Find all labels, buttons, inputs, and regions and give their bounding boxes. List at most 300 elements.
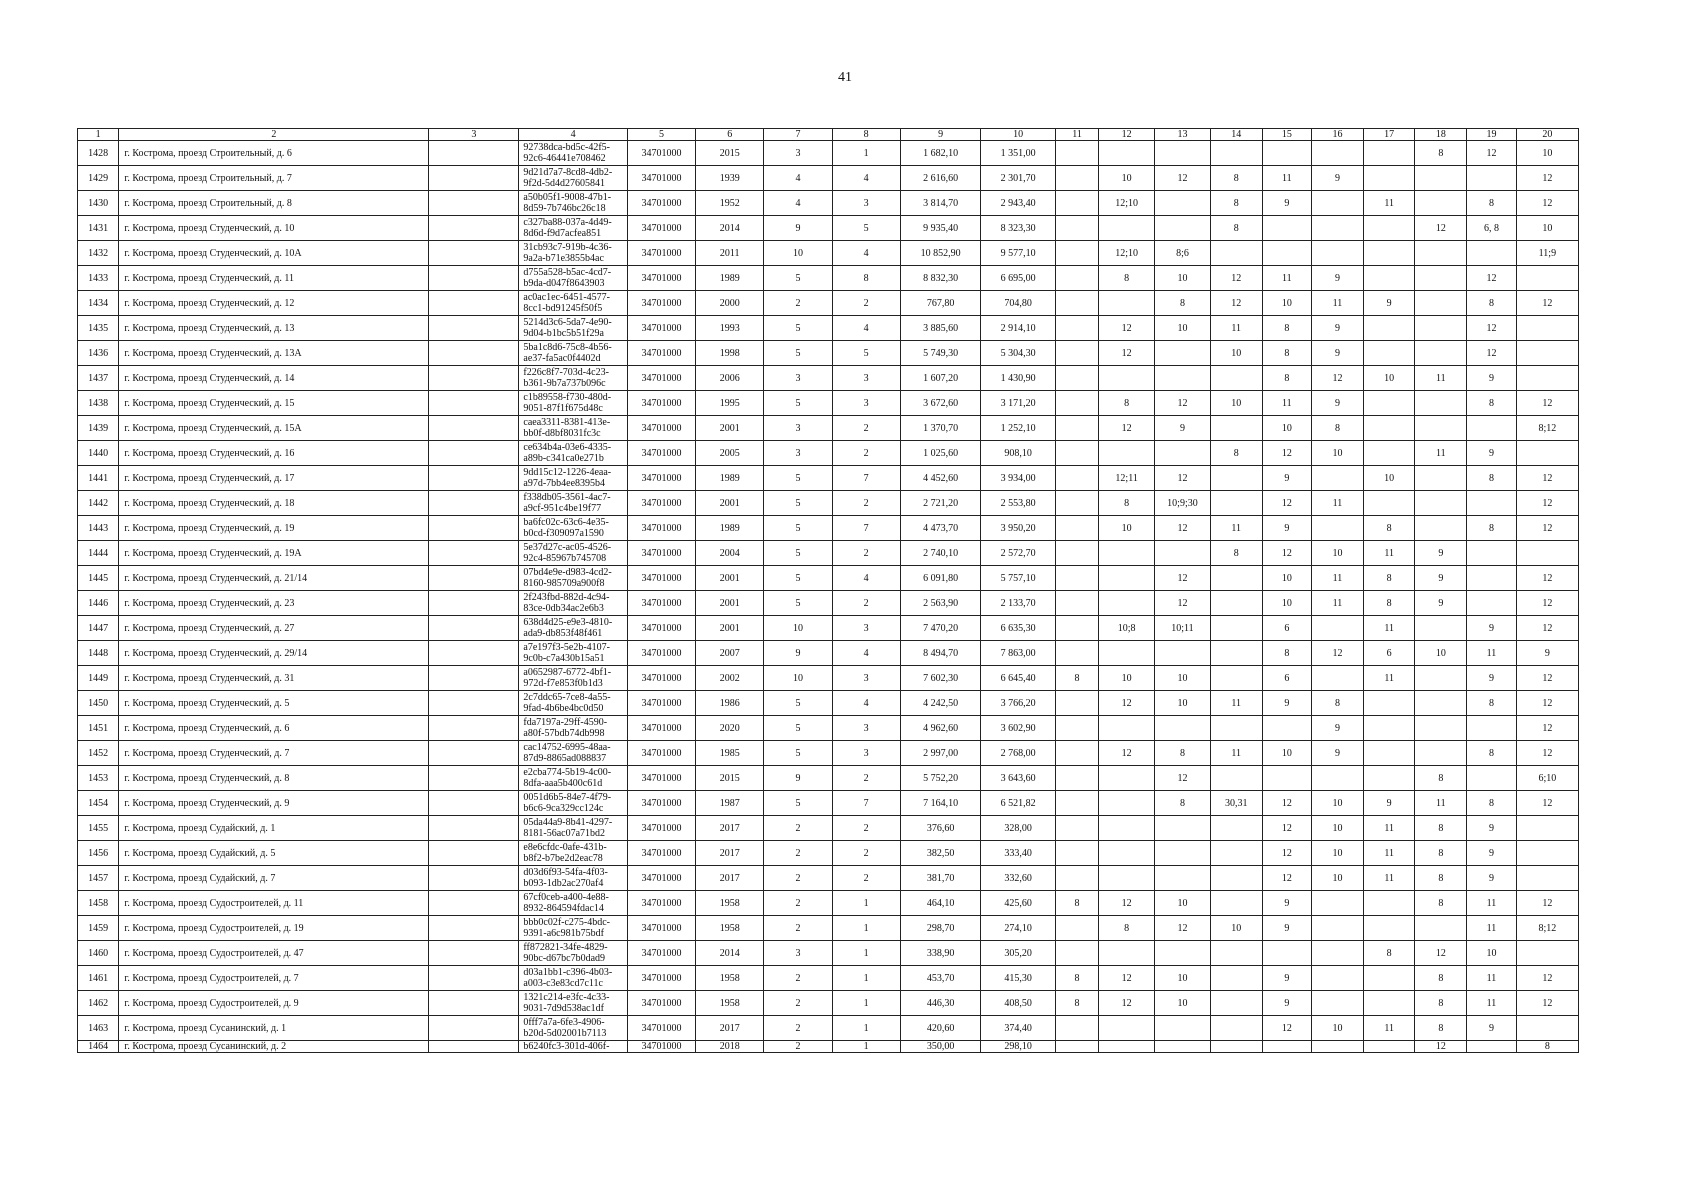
address-cell: г. Кострома, проезд Студенческий, д. 14 xyxy=(119,366,429,391)
table-cell: 9 xyxy=(1262,191,1312,216)
table-cell xyxy=(429,841,519,866)
table-cell: 1464 xyxy=(78,1041,119,1053)
table-cell: 34701000 xyxy=(627,441,695,466)
table-cell xyxy=(1210,241,1262,266)
table-cell: 5 xyxy=(764,691,832,716)
table-cell xyxy=(1099,716,1155,741)
table-cell xyxy=(1055,841,1098,866)
guid-cell: c1b89558-f730-480d-9051-87f1f675d48c xyxy=(519,391,628,416)
table-cell: 382,50 xyxy=(900,841,981,866)
table-cell: 7 xyxy=(832,466,900,491)
guid-cell: ce634b4a-03e6-4335-a89b-c341ca0e271b xyxy=(519,441,628,466)
table-cell xyxy=(429,941,519,966)
guid-cell: 05da44a9-8b41-4297-8181-56ac07a71bd2 xyxy=(519,816,628,841)
table-cell: 4 242,50 xyxy=(900,691,981,716)
table-cell: 34701000 xyxy=(627,216,695,241)
table-cell: 1985 xyxy=(696,741,764,766)
table-cell: 1443 xyxy=(78,516,119,541)
table-cell xyxy=(1155,191,1211,216)
table-cell xyxy=(1467,416,1517,441)
table-cell: 1445 xyxy=(78,566,119,591)
address-cell: г. Кострома, проезд Судостроителей, д. 11 xyxy=(119,891,429,916)
guid-cell: 9d21d7a7-8cd8-4db2-9f2d-5d4d27605841 xyxy=(519,166,628,191)
table-cell: 5 xyxy=(764,341,832,366)
table-cell: 1430 xyxy=(78,191,119,216)
table-cell: 34701000 xyxy=(627,166,695,191)
table-cell: 374,40 xyxy=(981,1016,1055,1041)
table-cell xyxy=(1055,366,1098,391)
table-cell: 5 xyxy=(764,316,832,341)
table-cell xyxy=(1415,716,1467,741)
table-cell: 30,31 xyxy=(1210,791,1262,816)
table-cell: 2001 xyxy=(696,416,764,441)
table-cell xyxy=(1099,141,1155,166)
table-cell: 5 xyxy=(764,591,832,616)
table-cell: 8 xyxy=(1467,741,1517,766)
table-cell xyxy=(429,816,519,841)
guid-cell: caea3311-8381-413e-bb0f-d8bf8031fc3c xyxy=(519,416,628,441)
address-cell: г. Кострома, проезд Студенческий, д. 15 xyxy=(119,391,429,416)
table-cell: 2 xyxy=(764,966,832,991)
table-cell xyxy=(1262,766,1312,791)
table-cell: 1 xyxy=(832,141,900,166)
table-row xyxy=(78,1041,1579,1053)
address-cell: г. Кострома, проезд Судайский, д. 7 xyxy=(119,866,429,891)
table-cell xyxy=(1312,216,1364,241)
table-cell: 11 xyxy=(1467,966,1517,991)
table-cell xyxy=(1516,316,1578,341)
table-row xyxy=(78,566,1579,591)
table-cell: 9 xyxy=(1262,991,1312,1016)
table-cell xyxy=(1312,991,1364,1016)
table-cell: 12 xyxy=(1516,741,1578,766)
table-cell: 34701000 xyxy=(627,766,695,791)
table-cell xyxy=(1155,866,1211,891)
table-cell: 4 xyxy=(832,691,900,716)
table-cell: 34701000 xyxy=(627,266,695,291)
table-cell: 11 xyxy=(1210,516,1262,541)
table-cell: 1986 xyxy=(696,691,764,716)
table-cell: 10 xyxy=(1210,341,1262,366)
address-cell: г. Кострома, проезд Студенческий, д. 23 xyxy=(119,591,429,616)
table-cell: 11 xyxy=(1363,191,1415,216)
table-cell: 1452 xyxy=(78,741,119,766)
table-cell xyxy=(1210,416,1262,441)
table-cell xyxy=(1055,441,1098,466)
table-cell: 8 xyxy=(1210,541,1262,566)
table-cell: 9 xyxy=(1312,266,1364,291)
table-cell: 1 351,00 xyxy=(981,141,1055,166)
table-cell: 8 xyxy=(1055,966,1098,991)
table-cell: 1989 xyxy=(696,516,764,541)
table-cell: 12 xyxy=(1312,366,1364,391)
table-cell xyxy=(1155,541,1211,566)
table-cell: 12 xyxy=(1516,191,1578,216)
table-cell: 5 749,30 xyxy=(900,341,981,366)
table-cell: 376,60 xyxy=(900,816,981,841)
table-cell: 5 xyxy=(764,541,832,566)
table-cell xyxy=(1415,391,1467,416)
table-cell xyxy=(1055,266,1098,291)
table-cell xyxy=(1415,741,1467,766)
table-cell xyxy=(1262,241,1312,266)
table-cell: 11 xyxy=(1363,541,1415,566)
table-cell: 11 xyxy=(1363,1016,1415,1041)
table-row xyxy=(78,791,1579,816)
table-cell xyxy=(1155,1041,1211,1053)
table-cell: 12 xyxy=(1099,691,1155,716)
table-cell: 34701000 xyxy=(627,666,695,691)
table-cell: 8 xyxy=(1210,166,1262,191)
table-cell: 1459 xyxy=(78,916,119,941)
address-cell: г. Кострома, проезд Студенческий, д. 11 xyxy=(119,266,429,291)
table-cell: 12 xyxy=(1467,341,1517,366)
table-cell: 1436 xyxy=(78,341,119,366)
table-cell: 4 xyxy=(832,641,900,666)
table-cell xyxy=(1467,566,1517,591)
guid-cell: b6240fc3-301d-406f- xyxy=(519,1041,628,1053)
address-cell: г. Кострома, проезд Судайский, д. 5 xyxy=(119,841,429,866)
table-cell xyxy=(1516,841,1578,866)
table-row xyxy=(78,241,1579,266)
table-cell xyxy=(1262,941,1312,966)
address-cell: г. Кострома, проезд Студенческий, д. 13 xyxy=(119,316,429,341)
table-cell xyxy=(1210,666,1262,691)
table-cell: 12 xyxy=(1262,791,1312,816)
table-row xyxy=(78,716,1579,741)
table-cell: 12 xyxy=(1516,166,1578,191)
table-cell: 34701000 xyxy=(627,1016,695,1041)
table-cell: 11 xyxy=(1363,841,1415,866)
table-cell xyxy=(1210,566,1262,591)
table-cell: 6 xyxy=(1262,616,1312,641)
table-cell: 10;11 xyxy=(1155,616,1211,641)
table-cell: 908,10 xyxy=(981,441,1055,466)
table-cell xyxy=(429,216,519,241)
table-cell xyxy=(1363,891,1415,916)
table-cell: 3 xyxy=(832,716,900,741)
table-cell: 2011 xyxy=(696,241,764,266)
table-cell: 12 xyxy=(1262,441,1312,466)
table-cell: 2 xyxy=(832,441,900,466)
table-cell: 4 xyxy=(832,566,900,591)
table-cell xyxy=(1099,566,1155,591)
address-cell: г. Кострома, проезд Судостроителей, д. 9 xyxy=(119,991,429,1016)
table-cell xyxy=(1210,766,1262,791)
guid-cell: f226c8f7-703d-4c23-b361-9b7a737b096c xyxy=(519,366,628,391)
page-number: 41 xyxy=(838,70,852,85)
table-cell: 3 766,20 xyxy=(981,691,1055,716)
table-cell: 8 xyxy=(1363,941,1415,966)
table-cell: 11 xyxy=(1467,641,1517,666)
table-cell: 10 xyxy=(1363,466,1415,491)
address-cell: г. Кострома, проезд Судайский, д. 1 xyxy=(119,816,429,841)
table-cell: 1463 xyxy=(78,1016,119,1041)
table-cell: 1451 xyxy=(78,716,119,741)
table-cell xyxy=(1516,366,1578,391)
table-cell: 1454 xyxy=(78,791,119,816)
table-cell xyxy=(1155,366,1211,391)
table-cell xyxy=(1055,516,1098,541)
table-cell: 6;10 xyxy=(1516,766,1578,791)
address-cell: г. Кострома, проезд Строительный, д. 8 xyxy=(119,191,429,216)
table-cell: 10 xyxy=(1099,516,1155,541)
table-cell: 11 xyxy=(1262,166,1312,191)
table-cell: 3 xyxy=(764,366,832,391)
table-cell: 9 xyxy=(1312,391,1364,416)
table-cell: 5 xyxy=(764,791,832,816)
table-cell: 9 xyxy=(1467,441,1517,466)
table-cell: 10 xyxy=(1363,366,1415,391)
table-cell xyxy=(1055,241,1098,266)
column-number-row xyxy=(78,129,1579,141)
table-cell: 4 xyxy=(832,316,900,341)
table-cell: 9 xyxy=(1312,316,1364,341)
table-cell: 9 xyxy=(1155,416,1211,441)
column-number: 19 xyxy=(1467,129,1517,141)
table-cell xyxy=(1055,466,1098,491)
table-cell: 8 xyxy=(1099,491,1155,516)
table-cell: 12 xyxy=(1516,966,1578,991)
table-cell: 2 xyxy=(832,416,900,441)
address-cell: г. Кострома, проезд Студенческий, д. 19 xyxy=(119,516,429,541)
address-cell: г. Кострома, проезд Сусанинский, д. 2 xyxy=(119,1041,429,1053)
table-cell xyxy=(429,291,519,316)
table-cell: 6 xyxy=(1262,666,1312,691)
table-cell: 12 xyxy=(1516,516,1578,541)
guid-cell: a50b05f1-9008-47b1-8d59-7b746bc26c18 xyxy=(519,191,628,216)
table-cell: 12 xyxy=(1415,216,1467,241)
table-cell: 8 xyxy=(1055,666,1098,691)
table-row xyxy=(78,991,1579,1016)
table-cell: 11 xyxy=(1363,866,1415,891)
table-cell: 12 xyxy=(1155,591,1211,616)
table-cell: 1989 xyxy=(696,466,764,491)
table-row xyxy=(78,841,1579,866)
table-cell xyxy=(1155,716,1211,741)
table-cell: 2 xyxy=(832,766,900,791)
table-cell: 10 xyxy=(1312,791,1364,816)
table-cell: 767,80 xyxy=(900,291,981,316)
table-cell: 8;6 xyxy=(1155,241,1211,266)
table-cell: 12 xyxy=(1516,691,1578,716)
table-cell: 34701000 xyxy=(627,941,695,966)
table-cell xyxy=(429,316,519,341)
table-cell xyxy=(1467,591,1517,616)
table-cell: 10 xyxy=(1467,941,1517,966)
table-cell: 1440 xyxy=(78,441,119,466)
table-row xyxy=(78,291,1579,316)
table-cell: 12 xyxy=(1262,816,1312,841)
table-cell: 8 xyxy=(1155,291,1211,316)
guid-cell: 07bd4e9e-d983-4cd2-8160-985709a900f8 xyxy=(519,566,628,591)
table-cell: 10 xyxy=(1099,166,1155,191)
table-cell xyxy=(1055,716,1098,741)
guid-cell: d755a528-b5ac-4cd7-b9da-d047f8643903 xyxy=(519,266,628,291)
table-cell: 34701000 xyxy=(627,966,695,991)
table-cell xyxy=(1312,191,1364,216)
table-cell: 10 852,90 xyxy=(900,241,981,266)
table-cell: 34701000 xyxy=(627,641,695,666)
guid-cell: ba6fc02c-63c6-4e35-b0cd-f309097a1590 xyxy=(519,516,628,541)
table-row xyxy=(78,441,1579,466)
table-cell: 5 xyxy=(764,266,832,291)
table-cell xyxy=(1210,141,1262,166)
table-cell: 9 xyxy=(1262,891,1312,916)
guid-cell: 2f243fbd-882d-4c94-83ce-0db34ac2e6b3 xyxy=(519,591,628,616)
table-cell: 11 xyxy=(1262,266,1312,291)
table-cell xyxy=(1155,341,1211,366)
table-cell: 2017 xyxy=(696,816,764,841)
table-cell: 9 xyxy=(1467,841,1517,866)
table-cell: 10 xyxy=(1155,266,1211,291)
table-cell: 4 xyxy=(764,191,832,216)
table-cell xyxy=(1055,291,1098,316)
table-row xyxy=(78,316,1579,341)
table-cell: 1448 xyxy=(78,641,119,666)
table-cell: 12 xyxy=(1210,266,1262,291)
table-cell xyxy=(1055,416,1098,441)
table-cell: 8 xyxy=(1467,291,1517,316)
guid-cell: e2cba774-5b19-4c00-8dfa-aaa5b400c61d xyxy=(519,766,628,791)
guid-cell: 1321c214-e3fc-4c33-9031-7d9d538ac1df xyxy=(519,991,628,1016)
table-cell: 1428 xyxy=(78,141,119,166)
table-cell: 12 xyxy=(1516,591,1578,616)
table-cell: 12;10 xyxy=(1099,191,1155,216)
table-cell: 2 301,70 xyxy=(981,166,1055,191)
table-cell: 12 xyxy=(1516,716,1578,741)
table-cell: 298,10 xyxy=(981,1041,1055,1053)
column-number: 20 xyxy=(1516,129,1578,141)
table-cell: 5 304,30 xyxy=(981,341,1055,366)
table-cell: 11 xyxy=(1210,741,1262,766)
table-cell xyxy=(429,991,519,1016)
table-cell: 5 xyxy=(764,491,832,516)
table-cell: 2 xyxy=(764,1041,832,1053)
table-cell: 332,60 xyxy=(981,866,1055,891)
table-cell: 1 xyxy=(832,941,900,966)
table-cell: 1456 xyxy=(78,841,119,866)
table-cell: 5 xyxy=(764,466,832,491)
table-cell: 6 645,40 xyxy=(981,666,1055,691)
table-cell: 9 xyxy=(1363,791,1415,816)
table-cell xyxy=(1055,491,1098,516)
table-cell xyxy=(429,466,519,491)
table-cell: 12 xyxy=(1155,516,1211,541)
table-cell xyxy=(1155,216,1211,241)
table-cell: 6, 8 xyxy=(1467,216,1517,241)
table-cell xyxy=(429,1041,519,1053)
table-cell: 2 721,20 xyxy=(900,491,981,516)
table-cell: 3 xyxy=(832,741,900,766)
table-cell: 8 xyxy=(1467,391,1517,416)
table-cell: 9 xyxy=(1415,591,1467,616)
table-cell xyxy=(1516,541,1578,566)
table-cell: 1987 xyxy=(696,791,764,816)
table-cell: 8 xyxy=(1415,1016,1467,1041)
table-cell: 8 xyxy=(1415,141,1467,166)
table-cell xyxy=(1363,1041,1415,1053)
table-cell: 1 025,60 xyxy=(900,441,981,466)
table-cell: 3 950,20 xyxy=(981,516,1055,541)
table-cell: 1998 xyxy=(696,341,764,366)
table-cell: 2 xyxy=(832,816,900,841)
table-cell: 11 xyxy=(1312,566,1364,591)
table-cell: 8 xyxy=(832,266,900,291)
table-cell: 12 xyxy=(1467,266,1517,291)
table-cell: 11 xyxy=(1312,291,1364,316)
table-cell: 34701000 xyxy=(627,891,695,916)
table-cell: 12 xyxy=(1262,541,1312,566)
table-cell: 12 xyxy=(1099,991,1155,1016)
table-cell xyxy=(1055,341,1098,366)
table-cell: 350,00 xyxy=(900,1041,981,1053)
table-cell: 12 xyxy=(1516,666,1578,691)
table-cell: 5 xyxy=(764,391,832,416)
table-cell: 8 xyxy=(1099,391,1155,416)
table-cell: 2 xyxy=(832,491,900,516)
address-cell: г. Кострома, проезд Студенческий, д. 8 xyxy=(119,766,429,791)
table-cell: 2 xyxy=(832,841,900,866)
address-cell: г. Кострома, проезд Студенческий, д. 19А xyxy=(119,541,429,566)
table-cell: 10 xyxy=(1415,641,1467,666)
table-cell: 9 xyxy=(1312,741,1364,766)
table-cell xyxy=(429,516,519,541)
address-cell: г. Кострома, проезд Студенческий, д. 18 xyxy=(119,491,429,516)
table-cell: 12 xyxy=(1099,416,1155,441)
table-cell: 2 553,80 xyxy=(981,491,1055,516)
table-cell xyxy=(429,691,519,716)
table-cell: 34701000 xyxy=(627,291,695,316)
guid-cell: a7e197f3-5e2b-4107-9c0b-c7a430b15a51 xyxy=(519,641,628,666)
table-cell: 9 xyxy=(1312,341,1364,366)
table-cell: 12 xyxy=(1155,916,1211,941)
table-cell xyxy=(1262,716,1312,741)
table-cell: 1 682,10 xyxy=(900,141,981,166)
guid-cell: 0051d6b5-84e7-4f79-b6c6-9ca329cc124c xyxy=(519,791,628,816)
table-cell xyxy=(429,1016,519,1041)
guid-cell: c327ba88-037a-4d49-8d6d-f9d7acfea851 xyxy=(519,216,628,241)
table-cell: 10 xyxy=(764,241,832,266)
table-cell: 2002 xyxy=(696,666,764,691)
table-cell: 9 xyxy=(1262,516,1312,541)
table-cell: 34701000 xyxy=(627,341,695,366)
table-cell: 9 935,40 xyxy=(900,216,981,241)
table-cell: 8;12 xyxy=(1516,916,1578,941)
table-cell xyxy=(1210,841,1262,866)
address-cell: г. Кострома, проезд Студенческий, д. 7 xyxy=(119,741,429,766)
column-number: 15 xyxy=(1262,129,1312,141)
table-cell xyxy=(1363,441,1415,466)
table-cell xyxy=(1415,191,1467,216)
table-cell: 1434 xyxy=(78,291,119,316)
table-cell: 12 xyxy=(1099,891,1155,916)
table-cell: 8 xyxy=(1210,441,1262,466)
table-cell: 2006 xyxy=(696,366,764,391)
table-cell: 4 xyxy=(764,166,832,191)
table-row xyxy=(78,216,1579,241)
column-number: 17 xyxy=(1363,129,1415,141)
table-cell: 1958 xyxy=(696,916,764,941)
table-cell: 3 xyxy=(764,441,832,466)
table-cell xyxy=(1312,516,1364,541)
table-cell: 8 xyxy=(1155,791,1211,816)
guid-cell: a0652987-6772-4bf1-972d-f7e853f0b1d3 xyxy=(519,666,628,691)
address-cell: г. Кострома, проезд Студенческий, д. 16 xyxy=(119,441,429,466)
table-cell xyxy=(429,566,519,591)
table-cell: 34701000 xyxy=(627,1041,695,1053)
table-cell: 2018 xyxy=(696,1041,764,1053)
